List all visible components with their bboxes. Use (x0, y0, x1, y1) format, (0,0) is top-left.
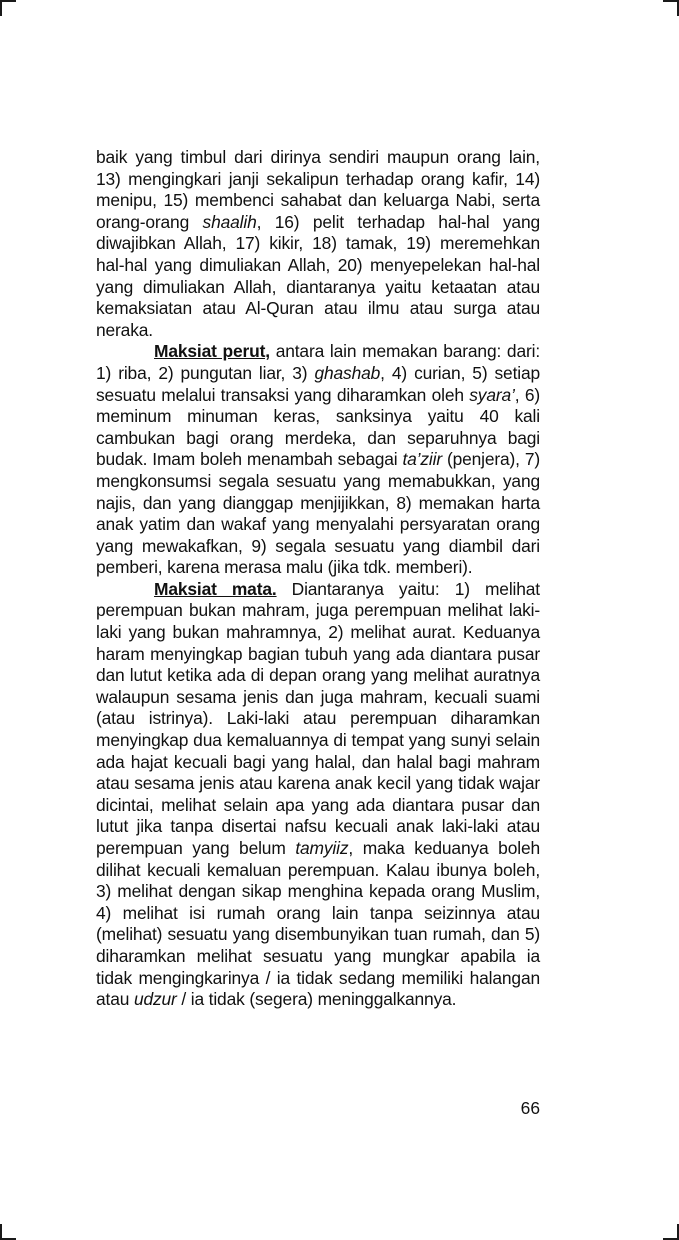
italic-term: ta’ziir (402, 449, 442, 470)
text-segment: Diantaranya yaitu: 1) melihat perempuan bukan mahram, juga perempuan melihat laki-laki yang bukan mahramnya, 2) melihat aurat. Keduanya haram menyingkap bagian tubuh yang ada diantara pusar dan lutut ketika ada di depan orang yang melihat auratnya walaupun sesama jenis dan juga mahram, kecuali suami (atau istrinya). Laki-laki atau perempuan diharamkan menyingkap dua kemaluannya di tempat yang sunyi selain ada hajat kecuali bagi yang halal, dan halal bagi mahram atau sesama jenis atau karena anak kecil yang tidak wajar dicintai, melihat selain apa yang ada diantara pusar dan lutut jika tanpa disertai nafsu kecuali anak laki-laki atau perempuan yang belum (96, 578, 540, 858)
italic-term: shaalih (202, 211, 257, 232)
text-segment: , 4) curian, 5) setiap sesuatu melalui transaksi yang diharamkan oleh (96, 362, 541, 405)
page-number: 66 (520, 1098, 540, 1118)
section-heading-maksiat-perut: Maksiat perut, (154, 341, 270, 362)
page-body (96, 147, 540, 1011)
italic-term: syara’ (469, 384, 515, 405)
paragraph-maksiat-perut (96, 341, 540, 579)
italic-term: udzur (133, 989, 177, 1010)
crop-mark-top-right (663, 0, 679, 16)
paragraph-maksiat-mata (96, 579, 540, 1011)
crop-mark-bottom-left (0, 1224, 16, 1240)
crop-mark-bottom-right (663, 1224, 679, 1240)
italic-term: tamyiiz (295, 838, 349, 858)
text-segment: , 6) meminum minuman keras, sanksinya yaitu 40 kali cambukan bagi orang merdeka, dan separuhnya bagi budak. Imam boleh menambah sebagai (96, 384, 540, 470)
text-segment: baik yang timbul dari dirinya sendiri maupun orang lain, 13) mengingkari janji sekalipun terhadap orang kafir, 14) menipu, 15) membenci sahabat dan keluarga Nabi, serta orang-orang (96, 147, 540, 232)
text-segment: antara lain memakan barang: dari: 1) riba, 2) pungutan liar, 3) (96, 341, 541, 383)
text-segment: , maka keduanya boleh dilihat kecuali kemaluan perempuan. Kalau ibunya boleh, 3) melihat dengan sikap menghina kepada orang Muslim, 4) melihat isi rumah orang lain tanpa seizinnya atau (melihat) sesuatu yang disembunyikan tuan rumah, dan 5) diharamkan melihat sesuatu yang mungkar apabila ia tidak mengingkarinya / ia tidak sedang memiliki halangan atau (96, 838, 540, 1010)
section-heading-maksiat-mata: Maksiat mata. (154, 578, 277, 599)
italic-term: ghashab (314, 362, 381, 383)
text-segment: , 16) pelit terhadap hal-hal yang diwajibkan Allah, 17) kikir, 18) tamak, 19) meremehkan hal-hal yang dimuliakan Allah, 20) menyepelekan hal-hal yang dimuliakan Allah, diantaranya yaitu ketaatan atau kemaksiatan atau Al-Quran atau ilmu atau surga atau neraka. (96, 211, 540, 340)
text-segment: / ia tidak (segera) meninggalkannya. (176, 989, 457, 1010)
crop-mark-top-left (0, 0, 16, 16)
paragraph-continuation (96, 147, 540, 341)
text-segment: (penjera), 7) mengkonsumsi segala sesuatu yang memabukkan, yang najis, dan yang dianggap menjijikkan, 8) memakan harta anak yatim dan wakaf yang menyalahi persyaratan orang yang mewakafkan, 9) segala sesuatu yang diambil dari pemberi, karena merasa malu (jika tdk. memberi). (96, 449, 540, 578)
